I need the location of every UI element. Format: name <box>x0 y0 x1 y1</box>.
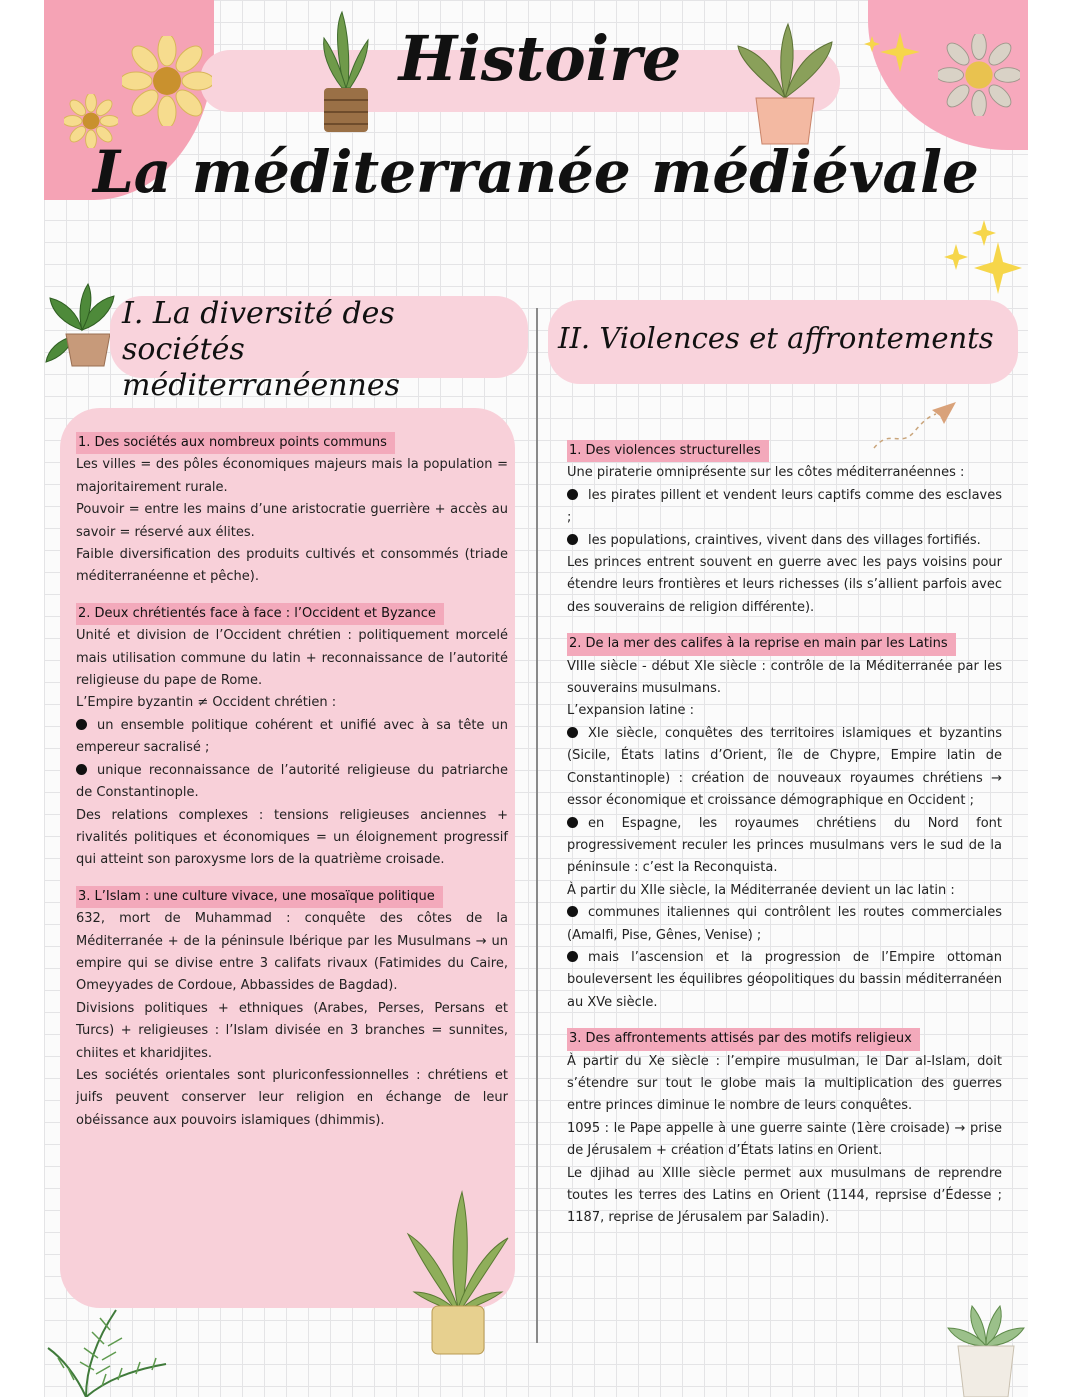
pothos-plant-icon <box>44 280 120 370</box>
bullet-text: un ensemble politique cohérent et unifié avec à sa tête un empereur sacralisé ; <box>76 717 508 756</box>
sparkle-icon <box>940 216 1024 300</box>
bullet-item <box>76 715 508 760</box>
page-subtitle: La méditerranée médiévale <box>93 138 979 206</box>
bullet-item <box>567 902 1002 947</box>
subsection-title: 1. Des sociétés aux nombreux points communs <box>76 432 395 454</box>
bullet-icon <box>567 489 578 500</box>
bullet-item <box>76 760 508 805</box>
paragraph: VIIIe siècle - début XIe siècle : contrôle de la Méditerranée par les souverains musulmans. <box>567 658 1002 697</box>
bullet-icon <box>567 906 578 917</box>
paragraph: Divisions politiques + ethniques (Arabes, Perses, Persans et Turcs) + religieuses : l’Islam divisée en 3 branches = sunnites, chiites et kharidjites. <box>76 1000 508 1061</box>
paragraph: Les princes entrent souvent en guerre avec les pays voisins pour étendre leurs frontières et leurs richesses (ils s’allient parfois avec des souverains de religion différente). <box>567 555 1002 615</box>
page-title: Histoire <box>398 22 682 95</box>
paragraph: 1095 : le Pape appelle à une guerre sainte (1ère croisade) → prise de Jérusalem + création d’États latins en Orient. <box>567 1120 1002 1159</box>
paragraph: À partir du Xe siècle : l’empire musulman, le Dar al-Islam, doit s’étendre sur tout le globe mais la multiplication des guerres entre princes diminue le nombre de leurs conquêtes. <box>567 1053 1002 1114</box>
bullet-text: les populations, craintives, vivent dans des villages fortifiés. <box>588 532 981 548</box>
section1-heading-line1: I. La diversité des <box>122 296 395 331</box>
bullet-item <box>567 947 1002 1014</box>
paragraph: Faible diversification des produits cultivés et consommés (triade méditerranéenne et pêche). <box>76 547 508 585</box>
paragraph: Pouvoir = entre les mains d’une aristocratie guerrière + accès au savoir = réservé aux élites. <box>76 502 508 540</box>
paragraph: Le djihad au XIIIe siècle permet aux musulmans de reprendre toutes les terres des Latins en Orient (1144, reprsise d’Édesse ; 1187, reprise de Jérusalem par Saladin). <box>567 1165 1002 1226</box>
bullet-item <box>567 813 1002 880</box>
bullet-icon <box>567 951 578 962</box>
page-frame-left <box>0 0 44 1397</box>
page-frame-right <box>1028 0 1080 1397</box>
fern-icon <box>46 1300 176 1397</box>
paragraph: Des relations complexes : tensions religieuses anciennes + rivalités politiques et économiques = un éloignement progressif qui atteint son paroxysme lors de la quatrième croisade. <box>76 807 508 868</box>
subsection-title: 3. L’Islam : une culture vivace, une mosaïque politique <box>76 886 443 908</box>
paragraph: 632, mort de Muhammad : conquête des côtes de la Méditerranée + de la péninsule Ibérique par les Musulmans → un empire qui se divise entre 3 califats rivaux (Fatimides du Caire, Omeyyades de Cordoue, Abbassides de Bagdad). <box>76 911 508 994</box>
paragraph: Les villes = des pôles économiques majeurs mais la population = majoritairement rurale. <box>76 457 508 495</box>
bullet-text: les pirates pillent et vendent leurs captifs comme des esclaves ; <box>567 487 1002 526</box>
bullet-text: XIe siècle, conquêtes des territoires islamiques et byzantins (Sicile, États latins d’Orient, île de Chypre, Empire latin de Constantinople) : création de nouveaux royaumes chrétiens → essor économique et croissance démographique en Occident ; <box>567 725 1002 809</box>
succulent-icon <box>944 1300 1028 1397</box>
bullet-icon <box>567 817 578 828</box>
section1-heading <box>122 296 532 404</box>
section1-content <box>76 432 508 1132</box>
subsection-title: 2. Deux chrétientés face à face : l’Occident et Byzance <box>76 603 444 625</box>
bullet-item <box>567 723 1002 813</box>
bullet-text: unique reconnaissance de l’autorité religieuse du patriarche de Constantinople. <box>76 762 508 801</box>
section1-heading-line2: sociétés méditerranéennes <box>122 332 400 403</box>
paragraph: Unité et division de l’Occident chrétien : politiquement morcelé mais utilisation commune du latin + reconnaissance de l’autorité religieuse du pape de Rome. <box>76 628 508 689</box>
bullet-text: en Espagne, les royaumes chrétiens du Nord font progressivement reculer les princes musulmans vers le sud de la péninsule : c’est la Reconquista. <box>567 815 1002 876</box>
snake-plant-icon <box>402 1188 514 1360</box>
section2-content <box>567 440 1002 1230</box>
paragraph: À partir du XIIe siècle, la Méditerranée devient un lac latin : <box>567 882 955 898</box>
bullet-icon <box>76 764 87 775</box>
bullet-icon <box>567 727 578 738</box>
column-divider <box>536 308 538 1343</box>
subsection-title: 3. Des affrontements attisés par des motifs religieux <box>567 1028 920 1050</box>
bullet-item <box>567 485 1002 530</box>
subsection-title: 1. Des violences structurelles <box>567 440 769 462</box>
bullet-text: mais l’ascension et la progression de l’Empire ottoman bouleversent les équilibres géopolitiques du bassin méditerranéen au XVe siècle. <box>567 949 1002 1010</box>
paragraph: L’Empire byzantin ≠ Occident chrétien : <box>76 695 337 711</box>
paragraph: L’expansion latine : <box>567 703 695 719</box>
bullet-text: communes italiennes qui contrôlent les routes commerciales (Amalfi, Pise, Gênes, Venise) ; <box>567 905 1002 943</box>
bullet-item <box>567 530 1002 552</box>
bullet-icon <box>76 719 87 730</box>
paragraph: Les sociétés orientales sont pluriconfessionnelles : chrétiens et juifs peuvent conserver leur religion en échange de leur obéissance aux pouvoirs islamiques (dhimmis). <box>76 1067 508 1128</box>
section2-heading: II. Violences et affrontements <box>558 321 994 355</box>
bullet-icon <box>567 534 578 545</box>
paragraph: Une piraterie omniprésente sur les côtes méditerranéennes : <box>567 465 965 481</box>
subsection-title: 2. De la mer des califes à la reprise en main par les Latins <box>567 633 956 655</box>
